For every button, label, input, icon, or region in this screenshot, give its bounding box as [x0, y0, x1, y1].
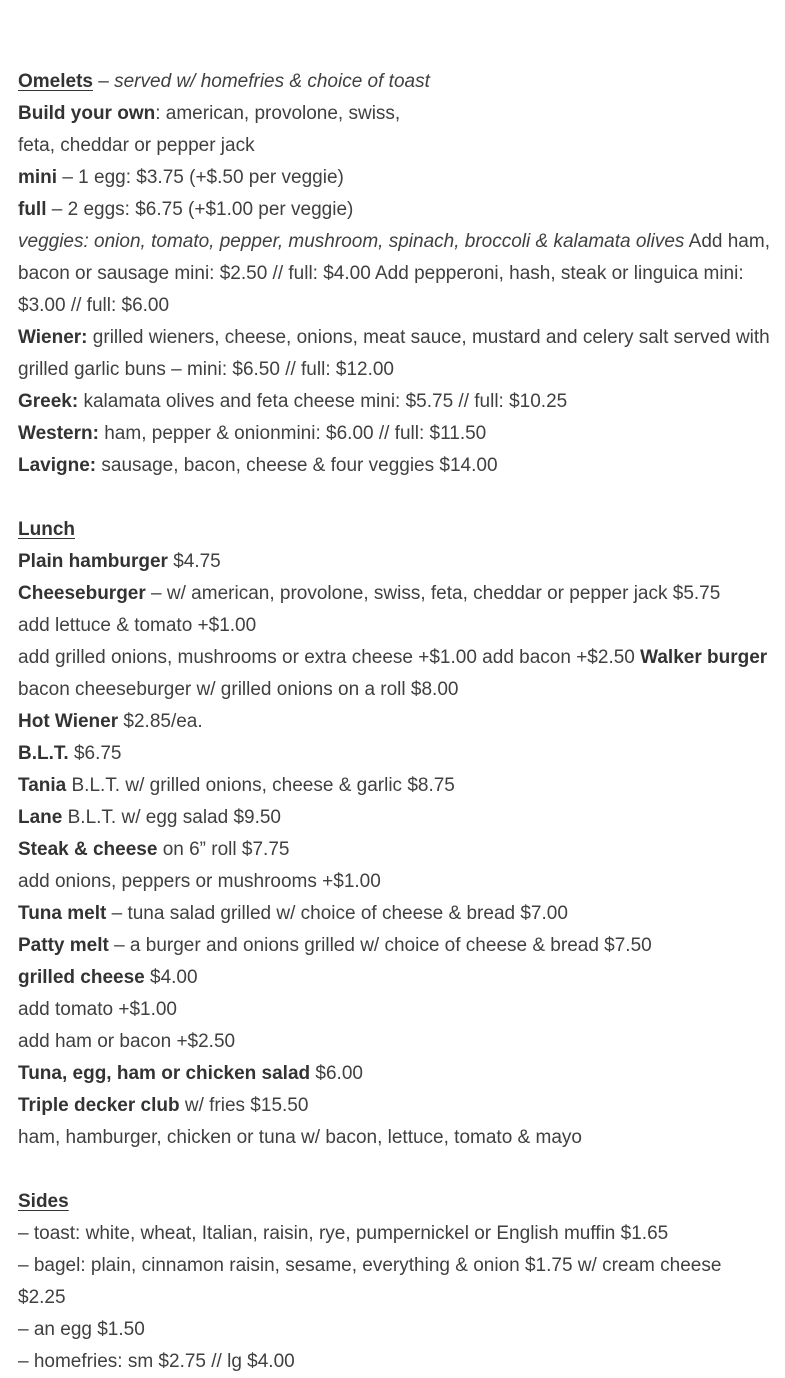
menu-item-lane: Lane B.L.T. w/ egg salad $9.50 [18, 807, 281, 828]
menu-item-grilled-cheese: grilled cheese $4.00 [18, 967, 198, 988]
menu-item-tuna-melt: Tuna melt – tuna salad grilled w/ choice of cheese & bread $7.00 [18, 903, 568, 924]
sides-heading-line [18, 1186, 770, 1218]
menu-item-plain-hamburger: Plain hamburger $4.75 [18, 551, 221, 572]
section-spacer [18, 482, 770, 514]
omelets-heading-line: Omelets – served w/ homefries & choice of toast [18, 71, 430, 92]
lunch-heading: Lunch [18, 519, 75, 540]
addon-tomato: add tomato +$1.00 [18, 999, 177, 1020]
side-item: – an egg $1.50 [18, 1319, 145, 1340]
omelets-subtitle: served w/ homefries & choice of toast [114, 71, 430, 92]
addon-lettuce-tomato: add lettuce & tomato +$1.00 [18, 615, 257, 636]
menu-item-triple-decker-club: Triple decker club w/ fries $15.50 [18, 1095, 309, 1116]
menu-item-build-your-own: Build your own: american, provolone, swiss, [18, 103, 401, 124]
menu-item-full: full – 2 eggs: $6.75 (+$1.00 per veggie) [18, 199, 354, 220]
menu-item-western: Western: ham, pepper & onionmini: $6.00 // full: $11.50 [18, 423, 487, 444]
lunch-heading-line [18, 514, 770, 546]
menu-item-walker-burger: Walker burger [640, 647, 768, 668]
menu-item-cheeseburger: Cheeseburger – w/ american, provolone, swiss, feta, cheddar or pepper jack $5.75 [18, 583, 721, 604]
menu-item-patty-melt: Patty melt – a burger and onions grilled w/ choice of cheese & bread $7.50 [18, 935, 652, 956]
addon-onions-walker-burger: add grilled onions, mushrooms or extra cheese +$1.00 add bacon +$2.50 Walker burger bacon cheeseburger w/ grilled onions on a roll $8.00 [18, 647, 768, 700]
side-item: – toast: white, wheat, Italian, raisin, rye, pumpernickel or English muffin $1.65 [18, 1223, 669, 1244]
addons-text: Add ham, bacon or sausage mini: $2.50 // full: $4.00 Add pepperoni, hash, steak or linguica mini: $3.00 // full: $6.00 [18, 231, 770, 316]
menu-item-mini: mini – 1 egg: $3.75 (+$.50 per veggie) [18, 167, 344, 188]
veggies-list: veggies: onion, tomato, pepper, mushroom, spinach, broccoli & kalamata olives [18, 231, 685, 252]
menu-item-hot-wiener: Hot Wiener $2.85/ea. [18, 711, 203, 732]
menu-item-blt: B.L.T. $6.75 [18, 743, 122, 764]
menu-item-build-your-own-cheeses: feta, cheddar or pepper jack [18, 135, 255, 156]
menu-text [18, 66, 770, 1378]
addon-ham-bacon: add ham or bacon +$2.50 [18, 1031, 236, 1052]
menu-item-wiener: Wiener: grilled wieners, cheese, onions, meat sauce, mustard and celery salt served with grilled garlic buns – mini: $6.50 // full: $12.00 [18, 327, 770, 380]
menu-item-greek: Greek: kalamata olives and feta cheese mini: $5.75 // full: $10.25 [18, 391, 568, 412]
menu-item-salads: Tuna, egg, ham or chicken salad $6.00 [18, 1063, 363, 1084]
club-detail: ham, hamburger, chicken or tuna w/ bacon, lettuce, tomato & mayo [18, 1127, 582, 1148]
menu-item-tania: Tania B.L.T. w/ grilled onions, cheese & garlic $8.75 [18, 775, 455, 796]
omelets-veggies-addons [18, 226, 770, 322]
sides-heading: Sides [18, 1191, 69, 1212]
side-item: – bagel: plain, cinnamon raisin, sesame, everything & onion $1.75 w/ cream cheese $2.25 [18, 1255, 722, 1308]
addon-onions-peppers: add onions, peppers or mushrooms +$1.00 [18, 871, 381, 892]
menu-item-steak-cheese: Steak & cheese on 6” roll $7.75 [18, 839, 290, 860]
section-spacer [18, 1154, 770, 1186]
side-item: – homefries: sm $2.75 // lg $4.00 [18, 1351, 295, 1372]
omelets-heading: Omelets [18, 71, 93, 92]
menu-item-lavigne: Lavigne: sausage, bacon, cheese & four veggies $14.00 [18, 455, 498, 476]
